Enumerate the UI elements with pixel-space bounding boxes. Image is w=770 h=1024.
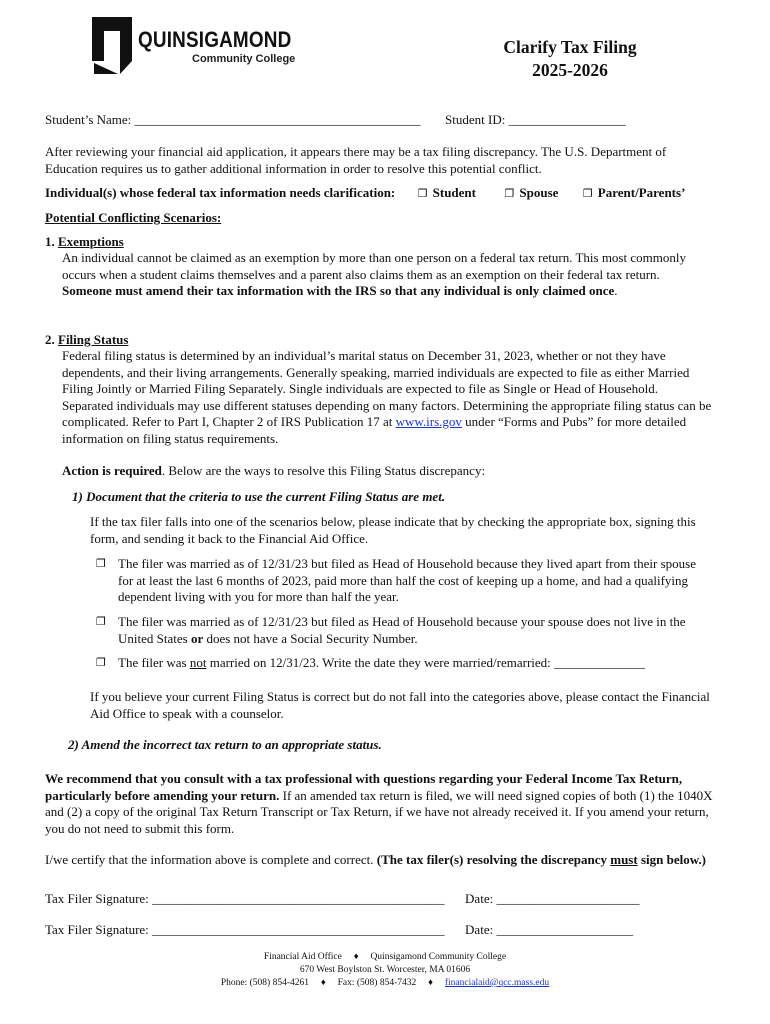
diamond-icon: ♦ [428, 978, 433, 988]
footer-address: 670 West Boylston St. Worcester, MA 01606 [299, 965, 471, 975]
section1-bold: Someone must amend their tax information with the IRS so that any individual is only claimed once [62, 283, 615, 298]
form-title-year: 2025-2026 [532, 60, 608, 80]
form-title-line1: Clarify Tax Filing [503, 37, 637, 57]
student-name-label: Student’s Name: [45, 112, 132, 127]
option1-label: 1) Document that the criteria to use the current Filing Status are met. [72, 489, 446, 504]
criteria-item-3-not: not [189, 655, 207, 670]
date-field[interactable]: _____________________ [496, 922, 633, 937]
recommend-paragraph [45, 771, 713, 837]
individuals-row [45, 185, 685, 202]
date-label: Date: [465, 922, 494, 937]
option-parents[interactable] [583, 185, 686, 202]
certify-paragraph [45, 852, 713, 869]
option-spouse-label: Spouse [519, 185, 559, 200]
section1-number: 1. [45, 234, 55, 249]
section2-text: Federal filing status is determined by an individual’s marital status on December 31, 2023, whether or not they have dependents, and their living arrangements. Generally speaking, married individuals are expected to file as either Married Filing Jointly or Married Filing Separately. Single individuals are expected to file as Single or Head of Household. Separated individuals may use different statuses depending on many factors. Determining the appropriate filing status can be complicated. Refer to Part I, Chapter 2 of IRS Publication 17 at [62, 348, 712, 429]
section2-heading [45, 332, 128, 348]
option-parents-label: Parent/Parents’ [597, 185, 686, 200]
section2-number: 2. [45, 332, 55, 347]
certify-bold-a: (The tax filer(s) resolving the discrepancy [376, 852, 607, 867]
footer-fax: Fax: (508) 854-7432 [337, 978, 417, 988]
criteria-item-1: The filer was married as of 12/31/23 but filed as Head of Household because they lived apart from their spouse for at least the last 6 months of 2023, paid more than half the cost of keeping up a home, and had a qualifying dependent living with you for more than half the year. [118, 556, 696, 604]
signature-label: Tax Filer Signature: [45, 891, 149, 906]
action-line [62, 463, 485, 479]
irs-link[interactable]: www.irs.gov [395, 414, 462, 429]
footer-phone: Phone: (508) 854-4261 [220, 978, 310, 988]
criteria-item-3-a: The filer was [118, 655, 187, 670]
checkbox-icon[interactable]: ❐ [582, 187, 593, 200]
option2-label: 2) Amend the incorrect tax return to an appropriate status. [68, 737, 382, 752]
intro-paragraph: After reviewing your financial aid application, it appears there may be a tax filing discrepancy. The U.S. Department of Education requires us to gather additional information in order to resolve this potential conflict. [45, 144, 667, 176]
student-info-line [45, 112, 626, 128]
signature-row-2 [45, 922, 633, 938]
certify-must: must [610, 852, 638, 867]
section2-after-link: under “Forms and Pubs” for more detailed information on filing status requirements. [62, 414, 687, 446]
checkbox-icon[interactable]: ❐ [504, 187, 515, 200]
signature-field[interactable]: _____________________________________________ [152, 922, 445, 937]
option1-contact: If you believe your current Filing Status is correct but do not fall into the categories above, please contact the Financial Aid Office to speak with a counselor. [90, 689, 710, 721]
checkbox-icon[interactable]: ❐ [96, 615, 106, 628]
option-spouse[interactable] [505, 185, 559, 202]
option1-instructions: If the tax filer falls into one of the scenarios below, please indicate that by checking the appropriate box, signing this form, and sending it back to the Financial Aid Office. [90, 514, 696, 546]
diamond-icon: ♦ [320, 978, 326, 988]
action-rest: . Below are the ways to resolve this Filing Status discrepancy: [161, 463, 486, 478]
section2-title: Filing Status [58, 332, 129, 347]
recommend-rest: If an amended tax return is filed, we will need signed copies of both (1) the 1040X and (2) a copy of the original Tax Return Transcript or Tax Return, if we have not already received it. If you amend your return, you do not need to submit this form. [45, 787, 713, 836]
certify-bold-b: sign below.) [640, 852, 706, 867]
section1-body [62, 250, 712, 300]
footer-line-1 [0, 951, 770, 963]
signature-label: Tax Filer Signature: [45, 922, 149, 937]
certify-text: I/we certify that the information above is complete and correct. [45, 852, 374, 867]
college-logo-subtitle: Community College [192, 53, 296, 65]
date-label: Date: [465, 891, 494, 906]
criteria-item-2-c: does not have a Social Security Number. [206, 630, 418, 646]
checkbox-icon[interactable]: ❐ [96, 557, 106, 570]
college-logo-mark [92, 17, 132, 74]
option-student[interactable] [418, 185, 476, 202]
scenarios-heading: Potential Conflicting Scenarios: [45, 210, 222, 225]
option-student-label: Student [432, 185, 476, 200]
action-bold: Action is required [62, 463, 162, 478]
signature-field[interactable]: _____________________________________________ [152, 891, 445, 906]
diamond-icon: ♦ [353, 952, 359, 962]
footer-line-3 [0, 977, 770, 989]
footer-email-link[interactable]: financialaid@qcc.mass.edu [444, 978, 550, 988]
footer-college: Quinsigamond Community College [370, 952, 507, 962]
checkbox-icon[interactable]: ❐ [96, 656, 106, 669]
student-name-field[interactable]: ____________________________________________ [134, 112, 421, 127]
signature-row-1 [45, 891, 639, 907]
footer-office: Financial Aid Office [263, 952, 342, 962]
section1-text: An individual cannot be claimed as an exemption by more than one person on a federal tax return. This most commonly occurs when a student claims themselves and a parent also claims them as an exemption on their federal tax return. [62, 250, 686, 282]
section1-title: Exemptions [58, 234, 124, 249]
criteria-item-3-c: married on 12/31/23. Write the date they were married/remarried: ______________ [209, 655, 646, 670]
criteria-item-3 [118, 655, 712, 672]
section1-end: . [614, 283, 618, 298]
criteria-item-2 [118, 614, 712, 647]
student-id-label: Student ID: [445, 112, 506, 127]
date-field[interactable]: ______________________ [496, 891, 640, 906]
section1-heading [45, 234, 124, 250]
individuals-label: Individual(s) whose federal tax information needs clarification: [45, 185, 396, 200]
criteria-item-2-a: The filer was married as of 12/31/23 but filed as Head of Household because your spouse does not live in the United States [118, 614, 686, 646]
section2-body [62, 348, 712, 447]
checkbox-icon[interactable]: ❐ [417, 187, 428, 200]
criteria-item-2-or: or [190, 630, 204, 646]
recommend-bold: We recommend that you consult with a tax professional with questions regarding your Federal Income Tax Return, particularly before amending your return. [45, 771, 683, 803]
form-title [470, 36, 670, 82]
college-logo-name: QUINSIGAMOND [138, 27, 292, 52]
student-id-field[interactable]: __________________ [508, 112, 626, 127]
